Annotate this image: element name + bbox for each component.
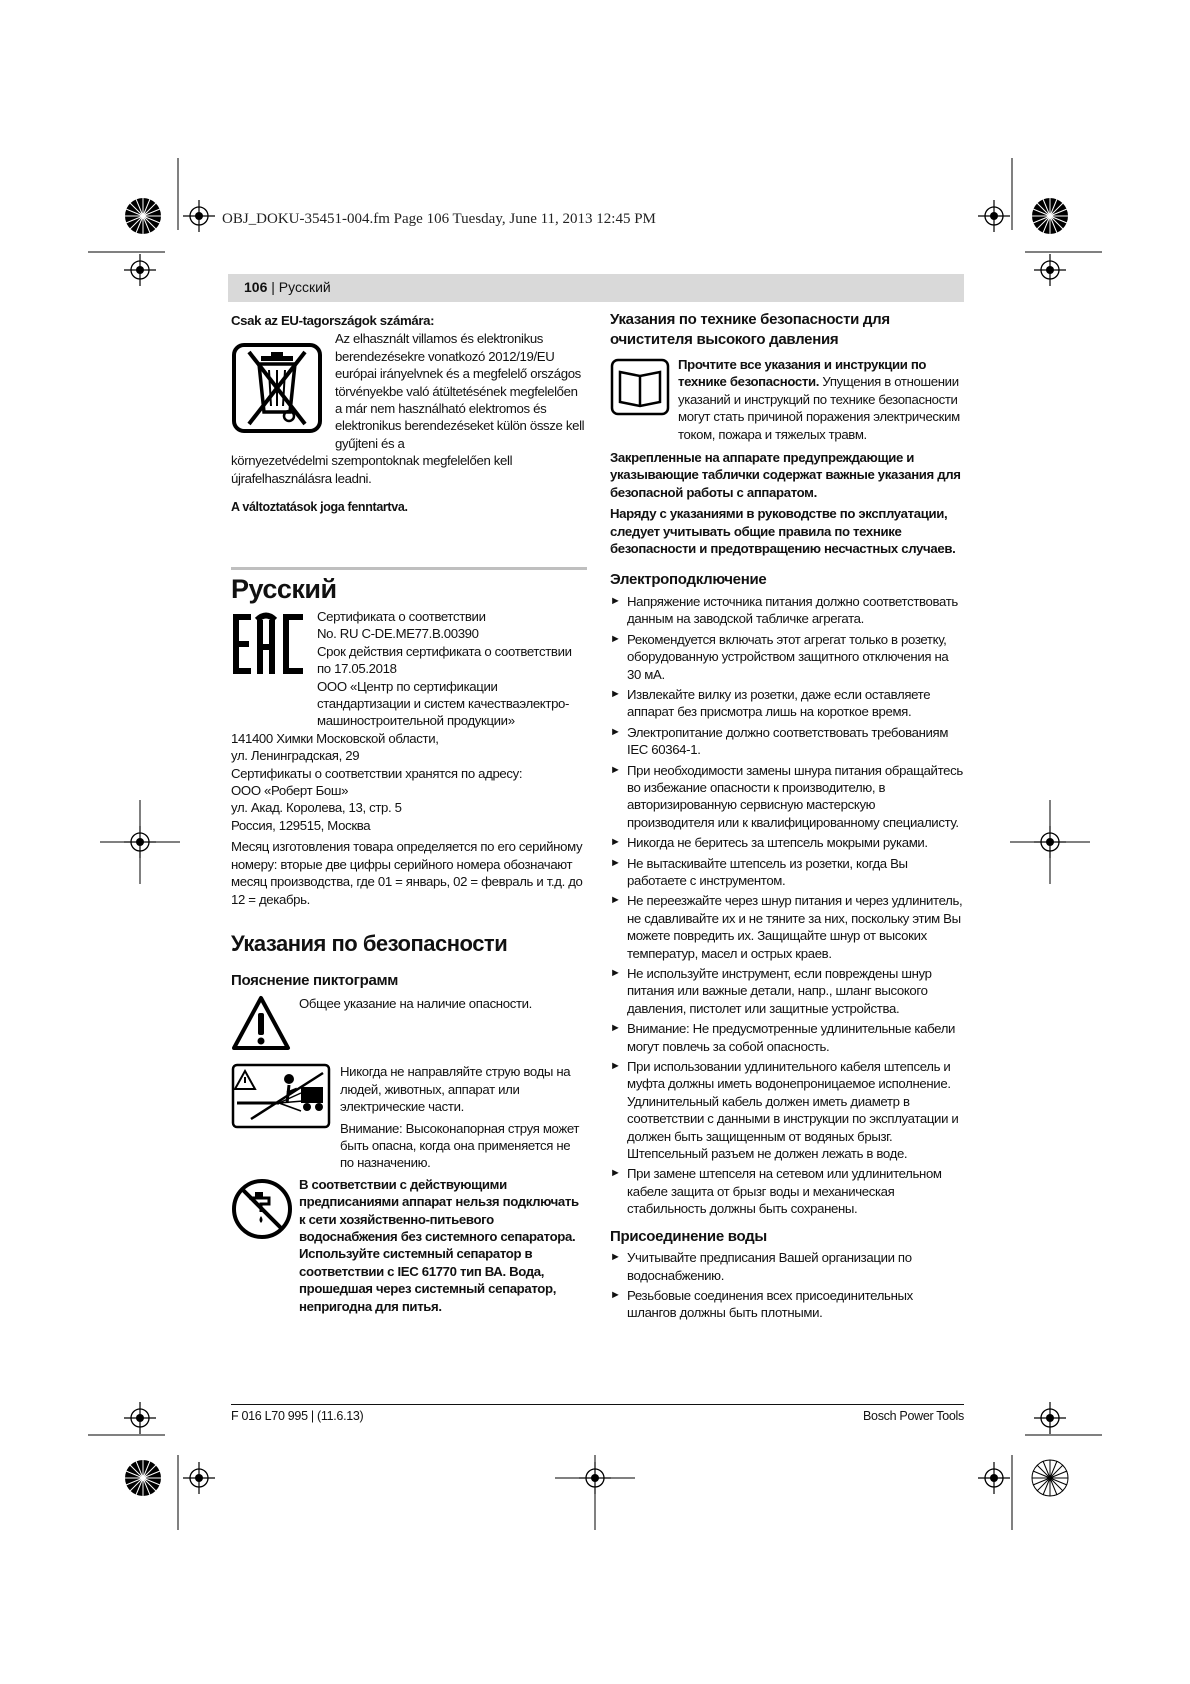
cert-line: Сертификата о соответствии [317, 609, 486, 624]
cert-line: No. RU C-DE.ME77.B.00390 [317, 626, 479, 642]
read-manual-icon [610, 356, 678, 443]
cert-line: ООО «Центр по сертификации [317, 678, 498, 694]
address-line: ул. Акад. Королева, 13, стр. 5 [231, 800, 402, 816]
right-heading: Указания по технике безопасности для очистителя высокого давления [610, 311, 890, 348]
page-header [244, 279, 331, 295]
eu-text-full: környezetvédelmi szempontoknak megfelelően kell újrafelhasználásra leadni. [231, 453, 513, 486]
header-separator: | [267, 279, 279, 295]
weee-bin-icon [231, 330, 335, 452]
footer-left: F 016 L70 995 | (11.6.13) [231, 1409, 364, 1423]
list-item: ► Не вытаскивайте штепсель из розетки, когда Вы работаете с инструментом. [610, 855, 964, 890]
footer-right: Bosch Power Tools [863, 1409, 964, 1423]
list-item: ► Электропитание должно соответствовать требованиям IEC 60364-1. [610, 724, 964, 759]
pict-jet-text-1: Никогда не направляйте струю воды на людей, животных, аппарат или электрические части. [340, 1064, 571, 1115]
eac-logo-icon [231, 608, 317, 730]
electro-heading: Электроподключение [610, 571, 767, 589]
electro-list [610, 593, 964, 1218]
list-item: ► Не используйте инструмент, если повреждены шнур питания или важные детали, напр., шланг высокого давления, пистолет или защитные устройства. [610, 965, 964, 1017]
eu-heading: Csak az EU-tagországok számára: [231, 313, 435, 328]
pict-general-text: Общее указание на наличие опасности. [299, 996, 532, 1012]
cert-line: стандартизации и систем качестваэлектро- [317, 696, 570, 712]
warning-triangle-icon [231, 995, 299, 1051]
header-language: Русский [278, 279, 331, 295]
list-item: ► Учитывайте предписания Вашей организации по водоснабжению. [610, 1249, 964, 1284]
list-item: ► При использовании удлинительного кабеля штепсель и муфта должны иметь водонепроницаемое исполнение. Удлинительный кабель должен иметь диаметр в соответствии с данными в инструкции по эксплуатации и должен быть защищенным от водяных брызг. Штепсельный разъем не должен лежать в воде. [610, 1058, 964, 1162]
cert-line: машиностроительной продукции» [317, 713, 515, 729]
address-line: ул. Ленинградская, 29 [231, 748, 360, 764]
list-item: ► Не переезжайте через шнур питания и через удлинитель, не сдавливайте их и не тяните за них, поскольку этим Вы можете повредить их. Защищайте шнур от высоких температур, масел и острых краев. [610, 892, 964, 962]
no-drinking-water-connection-icon [231, 1176, 299, 1315]
rules-paragraph: Наряду с указаниями в руководстве по эксплуатации, следует учитывать общие правила по технике безопасности и предотвращению несчастных случаев. [610, 506, 956, 557]
read-instructions [678, 356, 964, 443]
water-heading: Присоединение воды [610, 1227, 767, 1245]
cert-line: по 17.05.2018 [317, 661, 397, 677]
water-list [610, 1249, 964, 1322]
list-item: ► Извлекайте вилку из розетки, даже если оставляете аппарат без присмотра лишь на короткое время. [610, 686, 964, 721]
address-line: ООО «Роберт Бош» [231, 783, 349, 799]
list-item: ► Внимание: Не предусмотренные удлинительные кабели могут повлечь за собой опасность. [610, 1020, 964, 1055]
pict-water-text: В соответствии с действующими предписаниями аппарат нельзя подключать к сети хозяйственно-питьевого водоснабжения без системного сепаратора. Используйте системный сепаратор в соответствии с IEC 61770 тип ВА. Вода, прошедшая через системный сепаратор, непригодна для питья. [299, 1176, 579, 1314]
left-column-russian [231, 572, 587, 1315]
water-jet-warning-icon [231, 1063, 340, 1171]
russian-title: Русский [231, 574, 337, 604]
right-column [610, 310, 964, 1325]
cert-line: Срок действия сертификата о соответствии [317, 643, 572, 659]
list-item: ► Рекомендуется включать этот агрегат только в розетку, оборудованную устройством защитного отключения на 30 мА. [610, 631, 964, 683]
pictogram-heading: Пояснение пиктограмм [231, 971, 399, 989]
address-block [231, 730, 587, 834]
address-line: 141400 Химки Московской области, [231, 730, 439, 746]
address-line: Сертификаты о соответствии хранятся по адресу: [231, 765, 523, 781]
left-column [231, 312, 587, 516]
address-line: Россия, 129515, Москва [231, 817, 371, 833]
manufacture-text: Месяц изготовления товара определяется по его серийному номеру: вторые две цифры серийного номера обозначают месяц производства, где 01 = январь, 02 = февраль и т.д. до 12 = декабрь. [231, 839, 583, 907]
list-item: ► При замене штепселя на сетевом или удлинительном кабеле защита от брызг воды и механическая стабильность должны быть сохранены. [610, 1165, 964, 1217]
eu-rights: A változtatások joga fenntartva. [231, 500, 408, 515]
eu-text-indented: Az elhasznált villamos és elektronikus berendezésekre vonatkozó 2012/19/EU európai irányelvnek és a megfelelő országos törvényekbe való átültetésének megfelelően a már nem használható elektromos és elektronikus berendezéseket külön össze kell gyűjteni és a [335, 331, 585, 451]
file-slug: OBJ_DOKU-35451-004.fm Page 106 Tuesday, June 11, 2013 12:45 PM [222, 211, 656, 227]
page-number: 106 [244, 279, 268, 295]
footer-rule [231, 1404, 964, 1405]
list-item: ► Резьбовые соединения всех присоединительных шлангов должны быть плотными. [610, 1287, 964, 1322]
list-item: ► При необходимости замены шнура питания обращайтесь во избежание опасности к производителю, в авторизированную сервисную мастерскую производителя или к квалифицированному специалисту. [610, 762, 964, 832]
list-item: ► Напряжение источника питания должно соответствовать данным на заводской табличке агрегата. [610, 593, 964, 628]
pict-jet-text-2: Внимание: Высоконапорная струя может быть опасна, когда она применяется не по назначению. [340, 1120, 580, 1171]
read-rest: Упущения в отношении указаний и инструкций по технике безопасности могут стать причиной поражения электрическим током, пожара и тяжелых травм. [678, 374, 960, 442]
certificate-block [317, 608, 587, 730]
read-bold: Прочтите все указания и инструкции по технике безопасности. [678, 357, 927, 390]
labels-paragraph: Закрепленные на аппарате предупреждающие и указывающие таблички содержат важные указания для безопасной работы с аппаратом. [610, 450, 961, 500]
list-item: ► Никогда не беритесь за штепсель мокрыми руками. [610, 834, 964, 851]
page-header-bar [228, 274, 964, 302]
safety-title: Указания по безопасности [231, 930, 508, 956]
section-divider [231, 567, 587, 570]
